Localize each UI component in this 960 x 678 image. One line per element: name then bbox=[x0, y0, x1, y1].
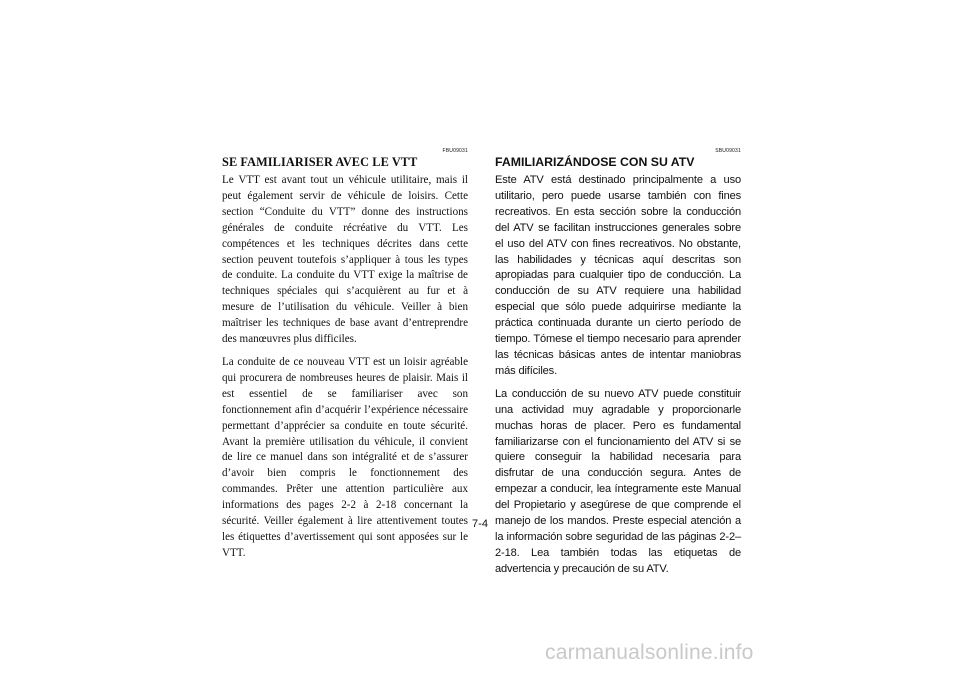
paragraph: La conduite de ce nouveau VTT est un loisir agréable qui procurera de nombreuses heures de plaisir. Mais il est essentiel de se familiariser avec son fonctionnement afin d’acquérir l’expérience nécessaire permettant d’apprécier sa conduite en toute sécurité. Avant la première utilisation du véhicule, il convient de lire ce manuel dans son intégralité et de s’assurer d’avoir bien compris le fonctionnement des commandes. Prêter une attention particulière aux informations des pages 2-2 à 2-18 concernant la sécurité. Veiller également à lire attentivement toutes les étiquettes d’avertissement qui sont apposées sur le VTT. bbox=[222, 355, 468, 559]
french-column bbox=[222, 147, 468, 569]
watermark: carmanualsonline.info bbox=[545, 641, 754, 664]
section-code: SBU09031 bbox=[715, 148, 741, 154]
paragraph: Este ATV está destinado principalmente a uso utilitario, pero puede usarse también con fines recreativos. En esta sección sobre la conducción del ATV se facilitan instrucciones generales sobre el uso del ATV con fines recreativos. No obstante, las habilidades y técnicas aquí descritas son apropiadas para cualquier tipo de conducción. La conducción de su ATV requiere una habilidad especial que sólo puede adquirirse mediante la práctica continuada durante un cierto período de tiempo. Tómese el tiempo necesario para aprender las técnicas básicas antes de intentar maniobras más difíciles. bbox=[495, 174, 741, 377]
page-number: 7-4 bbox=[472, 518, 488, 530]
section-title: SE FAMILIARISER AVEC LE VTT bbox=[222, 155, 418, 169]
section-title: FAMILIARIZÁNDOSE CON SU ATV bbox=[495, 155, 695, 169]
paragraph: La conducción de su nuevo ATV puede constituir una actividad muy agradable y proporcionarle muchas horas de placer. Pero es fundamental familiarizarse con el funcionamiento del ATV si se quiere conseguir la habilidad necesaria para disfrutar de una conducción segura. Antes de empezar a conducir, lea íntegramente este Manual del Propietario y asegúrese de que comprende el manejo de los mandos. Preste especial atención a la información sobre seguridad de las páginas 2-2–2-18. Lea también todas las etiquetas de advertencia y precaución de su ATV. bbox=[495, 387, 741, 575]
paragraph: Le VTT est avant tout un véhicule utilitaire, mais il peut également servir de véhicule de loisirs. Cette section “Conduite du VTT” donne des instructions générales de conduite récréative du VTT. Les compétences et les techniques décrites dans cette section peuvent toutefois s’appliquer à tous les types de conduite. La conduite du VTT exige la maîtrise de techniques spéciales qui s’acquièrent au fur et à mesure de l’utilisation du véhicule. Veiller à bien maîtriser les techniques de base avant d’entreprendre des manœuvres plus difficiles. bbox=[222, 174, 468, 346]
section-code: FBU09031 bbox=[442, 148, 468, 154]
